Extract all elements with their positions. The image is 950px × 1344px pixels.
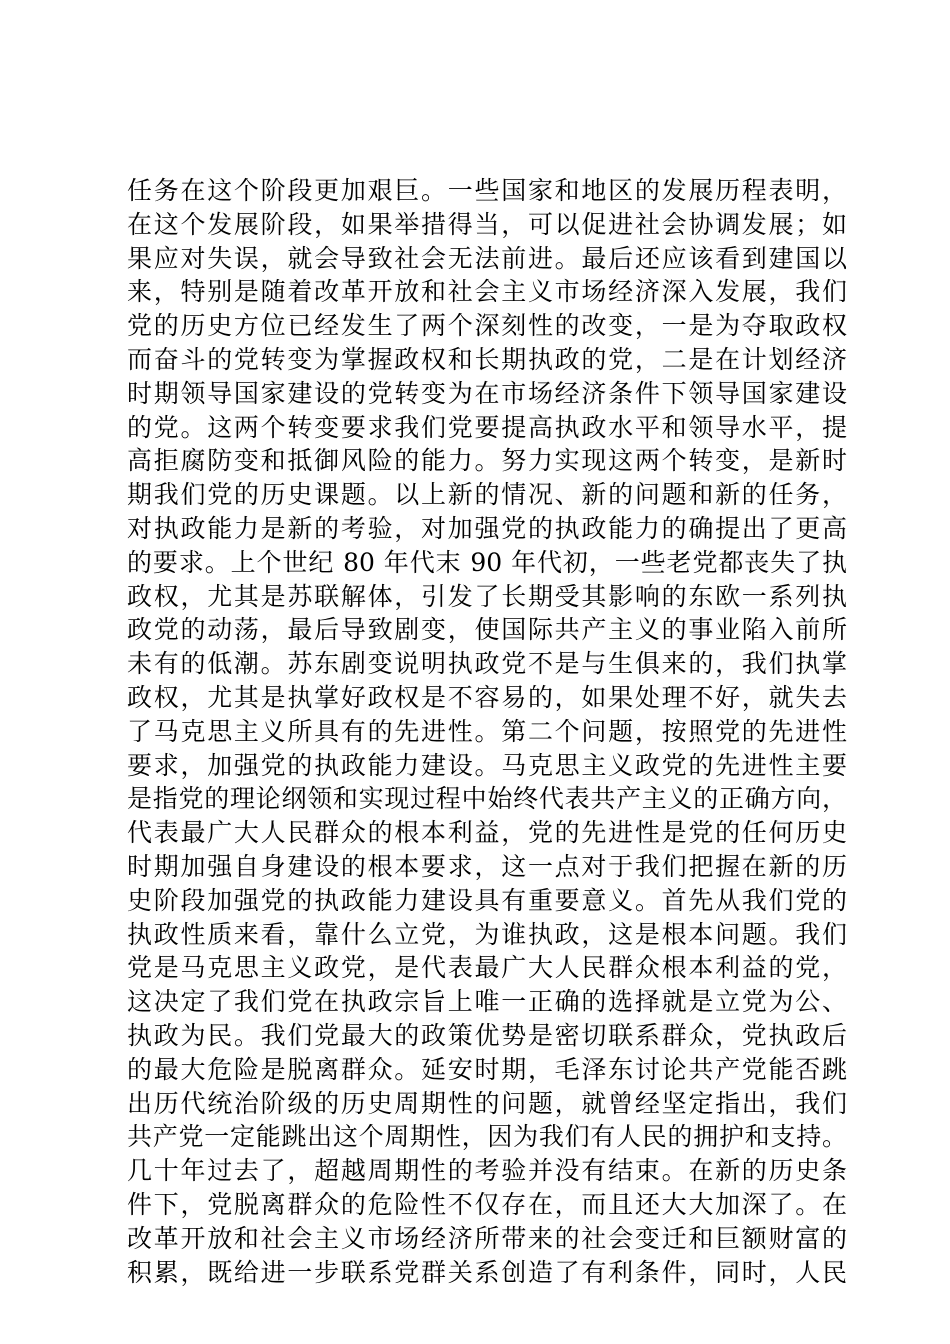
text-line: 在这个发展阶段，如果举措得当，可以促进社会协调发展；如: [127, 209, 847, 239]
text-line: 党是马克思主义政党，是代表最广大人民群众根本利益的党，: [127, 953, 847, 983]
text-line: 时期领导国家建设的党转变为在市场经济条件下领导国家建设: [127, 378, 847, 408]
text-line: 党的历史方位已经发生了两个深刻性的改变，一是为夺取政权: [127, 311, 847, 341]
text-line: 政权，尤其是执掌好政权是不容易的，如果处理不好，就失去: [127, 682, 847, 712]
text-line: 未有的低潮。苏东剧变说明执政党不是与生俱来的，我们执掌: [127, 649, 847, 679]
text-line: 果应对失误，就会导致社会无法前进。最后还应该看到建国以: [127, 243, 847, 273]
text-line: 了马克思主义所具有的先进性。第二个问题，按照党的先进性: [127, 716, 847, 746]
text-line: 改革开放和社会主义市场经济所带来的社会变迁和巨额财富的: [127, 1223, 847, 1253]
text-line: 执政性质来看，靠什么立党，为谁执政，这是根本问题。我们: [127, 919, 847, 949]
text-line: 是指党的理论纲领和实现过程中始终代表共产主义的正确方向，: [127, 784, 847, 814]
text-line: 件下，党脱离群众的危险性不仅存在，而且还大大加深了。在: [127, 1189, 847, 1219]
text-line: 而奋斗的党转变为掌握政权和长期执政的党，二是在计划经济: [127, 344, 847, 374]
text-line: 史阶段加强党的执政能力建设具有重要意义。首先从我们党的: [127, 885, 847, 915]
text-line: 的要求。上个世纪 80 年代末 90 年代初，一些老党都丧失了执: [127, 547, 847, 577]
text-line: 的党。这两个转变要求我们党要提高执政水平和领导水平，提: [127, 412, 847, 442]
text-line: 的最大危险是脱离群众。延安时期，毛泽东讨论共产党能否跳: [127, 1054, 847, 1084]
text-line: 这决定了我们党在执政宗旨上唯一正确的选择就是立党为公、: [127, 987, 847, 1017]
text-line: 来，特别是随着改革开放和社会主义市场经济深入发展，我们: [127, 277, 847, 307]
text-line: 对执政能力是新的考验，对加强党的执政能力的确提出了更高: [127, 513, 847, 543]
text-line: 共产党一定能跳出这个周期性，因为我们有人民的拥护和支持。: [127, 1122, 847, 1152]
text-line: 代表最广大人民群众的根本利益，党的先进性是党的任何历史: [127, 818, 847, 848]
text-line: 几十年过去了，超越周期性的考验并没有结束。在新的历史条: [127, 1156, 847, 1186]
text-line: 积累，既给进一步联系党群关系创造了有利条件，同时，人民: [127, 1257, 847, 1287]
text-line: 政党的动荡，最后导致剧变，使国际共产主义的事业陷入前所: [127, 615, 847, 645]
body-text: [127, 174, 847, 1289]
text-line: 要求，加强党的执政能力建设。马克思主义政党的先进性主要: [127, 750, 847, 780]
text-line: 执政为民。我们党最大的政策优势是密切联系群众，党执政后: [127, 1020, 847, 1050]
text-line: 政权，尤其是苏联解体，引发了长期受其影响的东欧一系列执: [127, 581, 847, 611]
text-line: 出历代统治阶级的历史周期性的问题，就曾经坚定指出，我们: [127, 1088, 847, 1118]
text-line: 时期加强自身建设的根本要求，这一点对于我们把握在新的历: [127, 851, 847, 881]
text-line: 期我们党的历史课题。以上新的情况、新的问题和新的任务，: [127, 480, 847, 510]
text-line: 高拒腐防变和抵御风险的能力。努力实现这两个转变，是新时: [127, 446, 847, 476]
text-line: 任务在这个阶段更加艰巨。一些国家和地区的发展历程表明，: [127, 176, 847, 205]
